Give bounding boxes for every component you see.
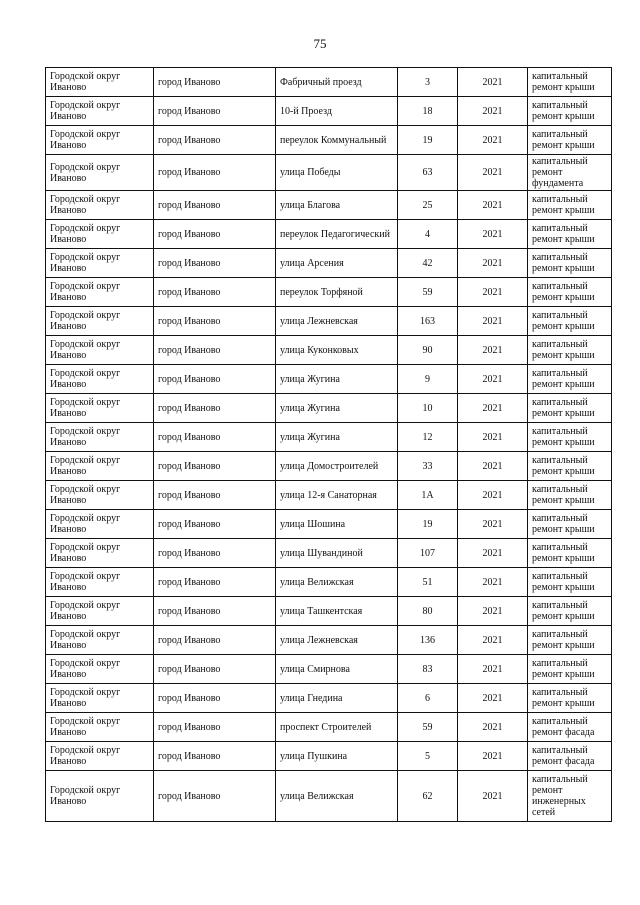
table-row (46, 568, 612, 597)
house-number-cell: 33 (398, 452, 458, 481)
city-cell: город Иваново (154, 191, 276, 220)
work-type-cell: капитальный ремонт крыши (528, 191, 612, 220)
house-number-cell: 3 (398, 68, 458, 97)
work-type-cell: капитальный ремонт крыши (528, 97, 612, 126)
house-number-cell: 5 (398, 742, 458, 771)
work-type-cell: капитальный ремонт крыши (528, 597, 612, 626)
city-cell: город Иваново (154, 481, 276, 510)
city-cell: город Иваново (154, 539, 276, 568)
work-type-cell: капитальный ремонт крыши (528, 278, 612, 307)
table-row (46, 423, 612, 452)
house-number-cell: 1А (398, 481, 458, 510)
table-row (46, 510, 612, 539)
work-type-cell: капитальный ремонт крыши (528, 307, 612, 336)
table-row (46, 684, 612, 713)
district-cell: Городской округ Иваново (46, 220, 154, 249)
house-number-cell: 6 (398, 684, 458, 713)
district-cell: Городской округ Иваново (46, 307, 154, 336)
table-row (46, 126, 612, 155)
work-type-cell: капитальный ремонт крыши (528, 510, 612, 539)
table-row (46, 394, 612, 423)
city-cell: город Иваново (154, 126, 276, 155)
city-cell: город Иваново (154, 742, 276, 771)
city-cell: город Иваново (154, 423, 276, 452)
house-number-cell: 9 (398, 365, 458, 394)
district-cell: Городской округ Иваново (46, 684, 154, 713)
year-cell: 2021 (458, 278, 528, 307)
house-number-cell: 107 (398, 539, 458, 568)
page-number: 75 (313, 36, 327, 51)
district-cell: Городской округ Иваново (46, 597, 154, 626)
street-cell: улица Лежневская (276, 307, 398, 336)
year-cell: 2021 (458, 510, 528, 539)
district-cell: Городской округ Иваново (46, 655, 154, 684)
city-cell: город Иваново (154, 365, 276, 394)
street-cell: улица Гнедина (276, 684, 398, 713)
street-cell: проспект Строителей (276, 713, 398, 742)
street-cell: улица Велижская (276, 568, 398, 597)
district-cell: Городской округ Иваново (46, 713, 154, 742)
street-cell: улица Арсения (276, 249, 398, 278)
house-number-cell: 25 (398, 191, 458, 220)
city-cell: город Иваново (154, 510, 276, 539)
work-type-cell: капитальный ремонт фасада (528, 742, 612, 771)
district-cell: Городской округ Иваново (46, 452, 154, 481)
work-type-cell: капитальный ремонт крыши (528, 452, 612, 481)
city-cell: город Иваново (154, 626, 276, 655)
table-row (46, 155, 612, 191)
work-type-cell: капитальный ремонт фасада (528, 713, 612, 742)
street-cell: улица Смирнова (276, 655, 398, 684)
street-cell: улица Жугина (276, 423, 398, 452)
street-cell: переулок Торфяной (276, 278, 398, 307)
year-cell: 2021 (458, 626, 528, 655)
table-row (46, 307, 612, 336)
city-cell: город Иваново (154, 307, 276, 336)
district-cell: Городской округ Иваново (46, 68, 154, 97)
year-cell: 2021 (458, 191, 528, 220)
district-cell: Городской округ Иваново (46, 155, 154, 191)
year-cell: 2021 (458, 423, 528, 452)
house-number-cell: 63 (398, 155, 458, 191)
house-number-cell: 12 (398, 423, 458, 452)
work-type-cell: капитальный ремонт инженерных сетей (528, 771, 612, 822)
street-cell: Фабричный проезд (276, 68, 398, 97)
year-cell: 2021 (458, 684, 528, 713)
city-cell: город Иваново (154, 249, 276, 278)
city-cell: город Иваново (154, 155, 276, 191)
table-row (46, 713, 612, 742)
street-cell: улица Жугина (276, 394, 398, 423)
city-cell: город Иваново (154, 655, 276, 684)
city-cell: город Иваново (154, 452, 276, 481)
district-cell: Городской округ Иваново (46, 423, 154, 452)
table-row (46, 771, 612, 822)
city-cell: город Иваново (154, 394, 276, 423)
district-cell: Городской округ Иваново (46, 249, 154, 278)
street-cell: улица Жугина (276, 365, 398, 394)
year-cell: 2021 (458, 481, 528, 510)
work-type-cell: капитальный ремонт крыши (528, 684, 612, 713)
year-cell: 2021 (458, 249, 528, 278)
street-cell: улица Победы (276, 155, 398, 191)
street-cell: переулок Коммунальный (276, 126, 398, 155)
work-type-cell: капитальный ремонт крыши (528, 394, 612, 423)
year-cell: 2021 (458, 155, 528, 191)
district-cell: Городской округ Иваново (46, 568, 154, 597)
street-cell: переулок Педагогический (276, 220, 398, 249)
district-cell: Городской округ Иваново (46, 278, 154, 307)
year-cell: 2021 (458, 713, 528, 742)
street-cell: улица Куконковых (276, 336, 398, 365)
city-cell: город Иваново (154, 771, 276, 822)
work-type-cell: капитальный ремонт крыши (528, 423, 612, 452)
district-cell: Городской округ Иваново (46, 742, 154, 771)
table-row (46, 626, 612, 655)
house-number-cell: 80 (398, 597, 458, 626)
district-cell: Городской округ Иваново (46, 365, 154, 394)
street-cell: улица Ташкентская (276, 597, 398, 626)
year-cell: 2021 (458, 452, 528, 481)
house-number-cell: 136 (398, 626, 458, 655)
district-cell: Городской округ Иваново (46, 126, 154, 155)
city-cell: город Иваново (154, 278, 276, 307)
work-type-cell: капитальный ремонт крыши (528, 220, 612, 249)
year-cell: 2021 (458, 307, 528, 336)
street-cell: улица 12-я Санаторная (276, 481, 398, 510)
street-cell: улица Шувандиной (276, 539, 398, 568)
house-number-cell: 90 (398, 336, 458, 365)
repair-schedule-table (45, 67, 612, 822)
house-number-cell: 42 (398, 249, 458, 278)
district-cell: Городской округ Иваново (46, 771, 154, 822)
table-body (46, 68, 612, 822)
district-cell: Городской округ Иваново (46, 191, 154, 220)
year-cell: 2021 (458, 365, 528, 394)
year-cell: 2021 (458, 220, 528, 249)
house-number-cell: 83 (398, 655, 458, 684)
year-cell: 2021 (458, 68, 528, 97)
work-type-cell: капитальный ремонт крыши (528, 249, 612, 278)
work-type-cell: капитальный ремонт крыши (528, 626, 612, 655)
house-number-cell: 18 (398, 97, 458, 126)
street-cell: улица Домостроителей (276, 452, 398, 481)
city-cell: город Иваново (154, 568, 276, 597)
house-number-cell: 10 (398, 394, 458, 423)
house-number-cell: 62 (398, 771, 458, 822)
district-cell: Городской округ Иваново (46, 539, 154, 568)
district-cell: Городской округ Иваново (46, 510, 154, 539)
work-type-cell: капитальный ремонт крыши (528, 126, 612, 155)
year-cell: 2021 (458, 742, 528, 771)
district-cell: Городской округ Иваново (46, 394, 154, 423)
year-cell: 2021 (458, 336, 528, 365)
house-number-cell: 19 (398, 126, 458, 155)
table-row (46, 452, 612, 481)
street-cell: улица Пушкина (276, 742, 398, 771)
street-cell: 10-й Проезд (276, 97, 398, 126)
street-cell: улица Лежневская (276, 626, 398, 655)
work-type-cell: капитальный ремонт фундамента (528, 155, 612, 191)
city-cell: город Иваново (154, 684, 276, 713)
table-row (46, 249, 612, 278)
street-cell: улица Шошина (276, 510, 398, 539)
house-number-cell: 59 (398, 713, 458, 742)
table-row (46, 655, 612, 684)
table-row (46, 597, 612, 626)
table-row (46, 481, 612, 510)
city-cell: город Иваново (154, 68, 276, 97)
table-row (46, 336, 612, 365)
year-cell: 2021 (458, 655, 528, 684)
table-row (46, 220, 612, 249)
street-cell: улица Благова (276, 191, 398, 220)
house-number-cell: 4 (398, 220, 458, 249)
house-number-cell: 51 (398, 568, 458, 597)
table-row (46, 742, 612, 771)
house-number-cell: 59 (398, 278, 458, 307)
year-cell: 2021 (458, 597, 528, 626)
city-cell: город Иваново (154, 97, 276, 126)
table-row (46, 68, 612, 97)
city-cell: город Иваново (154, 220, 276, 249)
district-cell: Городской округ Иваново (46, 336, 154, 365)
work-type-cell: капитальный ремонт крыши (528, 539, 612, 568)
table-row (46, 365, 612, 394)
year-cell: 2021 (458, 126, 528, 155)
district-cell: Городской округ Иваново (46, 481, 154, 510)
work-type-cell: капитальный ремонт крыши (528, 365, 612, 394)
year-cell: 2021 (458, 568, 528, 597)
district-cell: Городской округ Иваново (46, 626, 154, 655)
street-cell: улица Велижская (276, 771, 398, 822)
year-cell: 2021 (458, 771, 528, 822)
table-row (46, 278, 612, 307)
house-number-cell: 19 (398, 510, 458, 539)
city-cell: город Иваново (154, 713, 276, 742)
work-type-cell: капитальный ремонт крыши (528, 336, 612, 365)
year-cell: 2021 (458, 394, 528, 423)
table-row (46, 539, 612, 568)
work-type-cell: капитальный ремонт крыши (528, 655, 612, 684)
work-type-cell: капитальный ремонт крыши (528, 68, 612, 97)
city-cell: город Иваново (154, 336, 276, 365)
table-row (46, 97, 612, 126)
district-cell: Городской округ Иваново (46, 97, 154, 126)
year-cell: 2021 (458, 539, 528, 568)
city-cell: город Иваново (154, 597, 276, 626)
work-type-cell: капитальный ремонт крыши (528, 481, 612, 510)
house-number-cell: 163 (398, 307, 458, 336)
table-row (46, 191, 612, 220)
year-cell: 2021 (458, 97, 528, 126)
work-type-cell: капитальный ремонт крыши (528, 568, 612, 597)
